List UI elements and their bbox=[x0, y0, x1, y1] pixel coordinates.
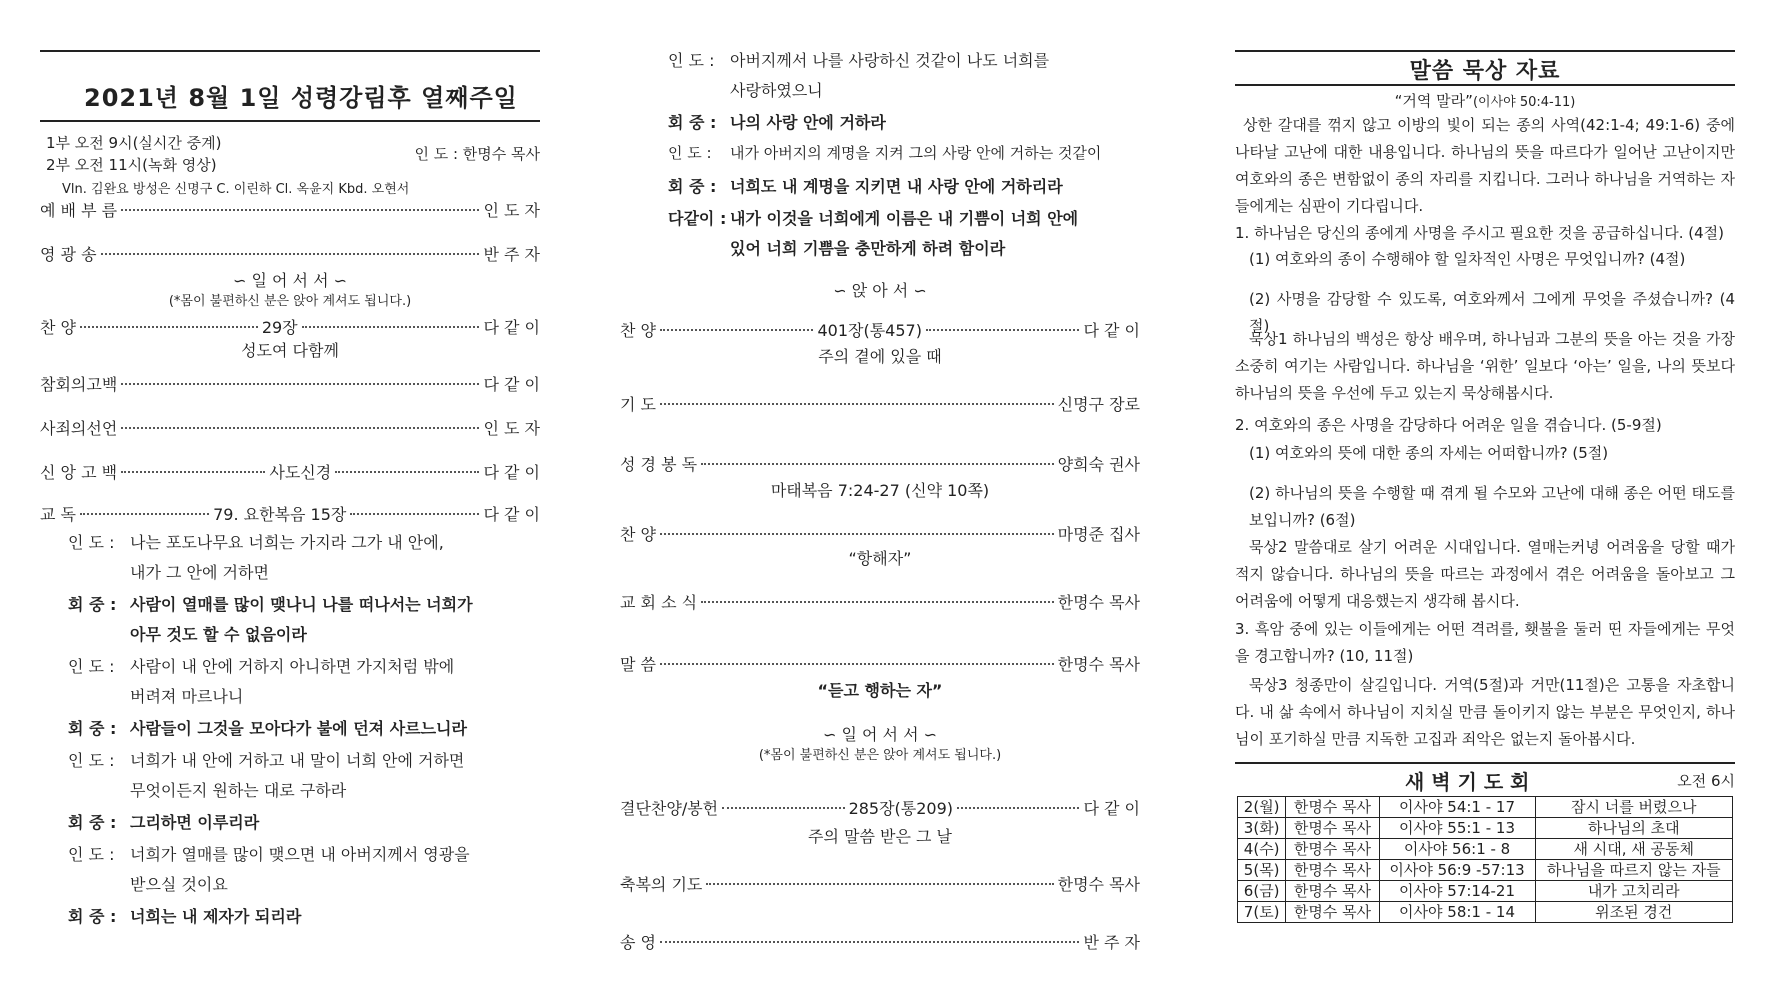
standup-note: (*몸이 불편하신 분은 앉아 계셔도 됩니다.) bbox=[168, 294, 412, 309]
title-rule bbox=[40, 120, 540, 122]
question-1b: (2) 사명을 감당할 수 있도록, 여호와께서 그에게 무엇을 주셨습니까? (4절) bbox=[1249, 290, 1735, 335]
responsive-line: 회 중 : 사람이 열매를 많이 맺나니 나를 떠나서는 너희가 bbox=[68, 595, 473, 614]
worship-item: 사죄의선언 인 도 자 bbox=[40, 419, 540, 438]
responsive-line: 회 중 : 나의 사랑 안에 거하라 bbox=[668, 113, 886, 132]
responsive-line: 회 중 : 그리하면 이루리라 bbox=[68, 813, 260, 832]
service-time-1: 1부 오전 9시(실시간 중계) bbox=[46, 134, 222, 152]
dawn-prayer-table bbox=[1237, 796, 1733, 923]
intro-paragraph: 상한 갈대를 꺾지 않고 이방의 빛이 되는 종의 사역(42:1-4; 49:1-6) 중에 나타날 고난에 대한 내용입니다. 하나님의 뜻을 따르다가 일어난 고난이지만 여호와의 종은 변함없이 종의 자리를 지킵니다. 그러나 하나님을 거역하는 자들에게는 심판이 기다립니다. bbox=[1235, 116, 1735, 215]
question-1: 1. 하나님은 당신의 종에게 사명을 주시고 필요한 것을 공급하십니다. (4절) bbox=[1235, 224, 1724, 242]
responsive-line: 인 도 : 나는 포도나무요 너희는 가지라 그가 내 안에, bbox=[68, 533, 444, 552]
responsive-line-cont: 아무 것도 할 수 없음이라 bbox=[130, 625, 307, 644]
question-2a: (1) 여호와의 뜻에 대한 종의 자세는 어떠합니까? (5절) bbox=[1249, 444, 1609, 462]
responsive-line-cont: 버려져 마르나니 bbox=[130, 687, 244, 706]
worship-item: 영 광 송 반 주 자 bbox=[40, 245, 540, 264]
meditation-title: 말씀 묵상 자료 bbox=[1409, 59, 1561, 84]
meditation-2: 묵상2 말씀대로 살기 어려운 시대입니다. 열매는커녕 어려움을 당할 때가 적지 않습니다. 하나님의 뜻을 따르는 과정에서 겪은 어려움을 돌아보고 그 어려움에 어떻게 대응했는지 생각해 봅시다. bbox=[1235, 538, 1735, 610]
table-row: 5(목) 한명수 목사 이사야 56:9 -57:13 하나님을 따르지 않는 자들 bbox=[1238, 860, 1733, 881]
table-row: 3(화) 한명수 목사 이사야 55:1 - 13 하나님의 초대 bbox=[1238, 818, 1733, 839]
worship-item: 성 경 봉 독 양희숙 권사 bbox=[620, 455, 1140, 474]
responsive-line: 인 도 : 너희가 내 안에 거하고 내 말이 너희 안에 거하면 bbox=[68, 751, 465, 770]
standup-note: (*몸이 불편하신 분은 앉아 계셔도 됩니다.) bbox=[758, 748, 1002, 763]
service-time-2: 2부 오전 11시(녹화 영상) bbox=[46, 156, 217, 174]
worship-item: 참회의고백 다 같 이 bbox=[40, 375, 540, 394]
item-subtitle: 마태복음 7:24-27 (신약 10쪽) bbox=[770, 481, 990, 500]
meditation-3: 묵상3 청종만이 살길입니다. 거역(5절)과 거만(11절)은 고통을 자초합니다. 내 삶 속에서 하나님이 지치실 만큼 돌이키지 않는 부분은 무엇인지, 하나님이 포기하실 만큼 지독한 고집과 죄악은 없는지 돌아봅시다. bbox=[1235, 676, 1735, 748]
responsive-line-cont: 무엇이든지 원하는 대로 구하라 bbox=[130, 781, 347, 800]
responsive-line: 인 도 : 너희가 열매를 많이 맺으면 내 아버지께서 영광을 bbox=[68, 845, 470, 864]
question-2: 2. 여호와의 종은 사명을 감당하다 어려운 일을 겪습니다. (5-9절) bbox=[1235, 416, 1662, 434]
worship-item: 축복의 기도 한명수 목사 bbox=[620, 875, 1140, 894]
responsive-line-cont: 받으실 것이요 bbox=[130, 875, 228, 894]
responsive-line-cont: 사랑하였으니 bbox=[730, 81, 823, 100]
question-2b: (2) 하나님의 뜻을 수행할 때 겪게 될 수모와 고난에 대해 종은 어떤 태도를 보입니까? (6절) bbox=[1249, 484, 1735, 529]
worship-item: 찬 양 마명준 집사 bbox=[620, 525, 1140, 544]
table-row: 6(금) 한명수 목사 이사야 57:14-21 내가 고치리라 bbox=[1238, 881, 1733, 902]
table-row: 2(월) 한명수 목사 이사야 54:1 - 17 잠시 너를 버렸으나 bbox=[1238, 797, 1733, 818]
question-1a: (1) 여호와의 종이 수행해야 할 일차적인 사명은 무엇입니까? (4절) bbox=[1249, 250, 1686, 268]
worship-item: 찬 양 29장 다 같 이 bbox=[40, 318, 540, 337]
hymn-title: 성도여 다함께 bbox=[241, 341, 339, 360]
responsive-line: 회 중 : 너희는 내 제자가 되리라 bbox=[68, 907, 302, 926]
standup-direction: ∽ 일 어 서 서 ∽ bbox=[232, 271, 348, 290]
item-subtitle: 주의 말씀 받은 그 날 bbox=[808, 827, 952, 846]
table-row: 7(토) 한명수 목사 이사야 58:1 - 14 위조된 경건 bbox=[1238, 902, 1733, 923]
standup-direction: ∽ 일 어 서 서 ∽ bbox=[822, 725, 938, 744]
leader: 인 도 : 한명수 목사 bbox=[414, 145, 540, 163]
worship-item: 말 씀 한명수 목사 bbox=[620, 655, 1140, 674]
top-rule bbox=[1235, 50, 1735, 52]
responsive-line-cont: 있어 너희 기쁨을 충만하게 하려 함이라 bbox=[730, 239, 1006, 258]
dawn-prayer-title: 새 벽 기 도 회 bbox=[1405, 770, 1530, 794]
item-subtitle: 주의 곁에 있을 때 bbox=[818, 347, 942, 366]
question-3: 3. 흑암 중에 있는 이들에게는 어떤 격려를, 횃불을 둘러 띤 자들에게는 무엇을 경고합니까? (10, 11절) bbox=[1235, 620, 1735, 665]
responsive-line: 인 도 : 사람이 내 안에 거하지 아니하면 가지처럼 밖에 bbox=[68, 657, 455, 676]
responsive-line: 회 중 : 너희도 내 계명을 지키면 내 사랑 안에 거하리라 bbox=[668, 177, 1063, 196]
meditation-subtitle: “거역 말라”(이사야 50:4-11) bbox=[1394, 92, 1576, 110]
worship-item: 송 영 반 주 자 bbox=[620, 933, 1140, 952]
responsive-line: 인 도 : 아버지께서 나를 사랑하신 것같이 나도 너희를 bbox=[668, 51, 1050, 70]
responsive-line: 인 도 : 내가 아버지의 계명을 지켜 그의 사랑 안에 거하는 것같이 bbox=[668, 144, 1102, 162]
sitdown-direction: ∽ 앉 아 서 ∽ bbox=[833, 281, 927, 300]
responsive-line-cont: 내가 그 안에 거하면 bbox=[130, 563, 269, 582]
responsive-line: 다같이 : 내가 이것을 너희에게 이름은 내 기쁨이 너희 안에 bbox=[668, 209, 1079, 228]
dawn-prayer-time: 오전 6시 bbox=[1677, 772, 1735, 790]
sermon-title: “듣고 행하는 자” bbox=[817, 681, 943, 700]
worship-item: 찬 양 401장(통457) 다 같 이 bbox=[620, 321, 1140, 340]
title-rule bbox=[1235, 84, 1735, 86]
responsive-line: 회 중 : 사람들이 그것을 모아다가 불에 던져 사르느니라 bbox=[68, 719, 467, 738]
worship-item: 기 도 신명구 장로 bbox=[620, 395, 1140, 414]
top-rule bbox=[40, 50, 540, 52]
item-subtitle: “항해자” bbox=[848, 549, 912, 568]
meditation-1: 묵상1 하나님의 백성은 항상 배우며, 하나님과 그분의 뜻을 아는 것을 가장 소중히 여기는 사람입니다. 하나님을 ‘위한’ 일보다 ‘아는’ 일을, 나의 뜻보다 하나님의 뜻을 우선에 두고 있는지 묵상해봅시다. bbox=[1235, 330, 1735, 402]
musicians: Vln. 김완요 방성은 신명구 C. 이린하 Cl. 옥윤지 Kbd. 오현서 bbox=[62, 182, 410, 197]
worship-item: 교 독 79. 요한복음 15장 다 같 이 bbox=[40, 505, 540, 524]
worship-item: 예 배 부 름 인 도 자 bbox=[40, 201, 540, 220]
page-title: 2021년 8월 1일 성령강림후 열째주일 bbox=[84, 84, 518, 112]
worship-item: 결단찬양/봉헌 285장(통209) 다 같 이 bbox=[620, 799, 1141, 818]
worship-item: 신 앙 고 백 사도신경 다 같 이 bbox=[40, 463, 540, 482]
table-row: 4(수) 한명수 목사 이사야 56:1 - 8 새 시대, 새 공동체 bbox=[1238, 839, 1733, 860]
dawn-rule bbox=[1235, 762, 1735, 764]
worship-item: 교 회 소 식 한명수 목사 bbox=[620, 593, 1140, 612]
